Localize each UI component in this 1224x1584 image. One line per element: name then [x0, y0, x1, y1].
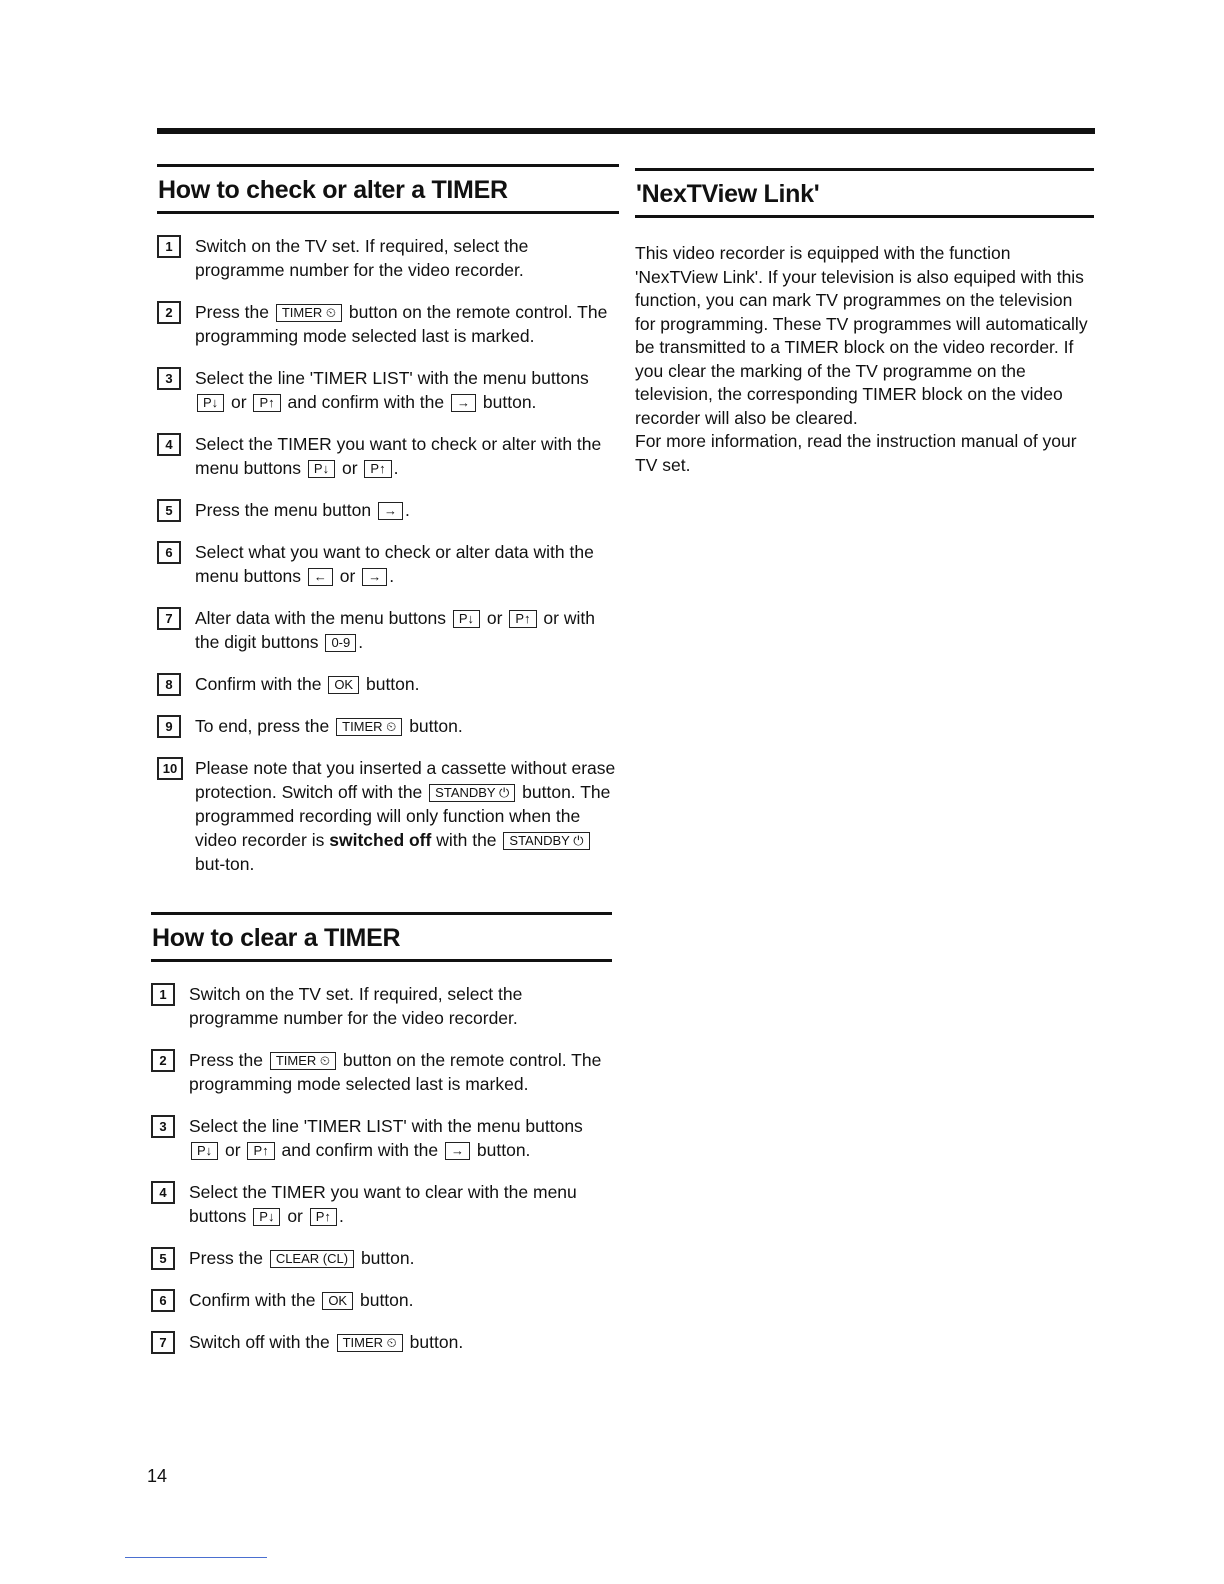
step-3: [151, 1114, 612, 1162]
step-number: 8: [157, 673, 181, 696]
step-5: [157, 498, 619, 522]
section-nextview-link: [635, 168, 1094, 495]
step-6: [157, 540, 619, 588]
arrow-left-button-label: ←: [308, 568, 333, 586]
step-4: [157, 432, 619, 480]
step-text: Please note that you inserted a cassette without erase protection. Switch off with the STANDBY ⏻ button. The programmed recording will only function when the video recorder is switched off with the STANDBY ⏻ but-ton.: [195, 758, 616, 874]
step-text: Switch on the TV set. If required, select the programme number for the video recorder.: [189, 984, 523, 1028]
step-8: [157, 672, 619, 696]
step-number: 4: [151, 1181, 175, 1204]
section-title: How to clear a TIMER: [151, 912, 612, 962]
step-text: Press the TIMER ⏲ button on the remote control. The programming mode selected last is marked.: [189, 1050, 602, 1094]
ok-button-label: OK: [328, 676, 359, 694]
nextview-more-info: For more information, read the instruction manual of your TV set.: [635, 431, 1077, 475]
step-1: [151, 982, 612, 1030]
arrow-right-button-label: →: [378, 502, 403, 520]
p-down-button-label: P↓: [253, 1208, 280, 1226]
step-3: [157, 366, 619, 414]
arrow-right-button-label: →: [362, 568, 387, 586]
step-9: [157, 714, 619, 738]
digit-button-label: 0-9: [325, 634, 356, 652]
step-number: 5: [151, 1247, 175, 1270]
clear-steps: [151, 982, 612, 1354]
step-text: Select the TIMER you want to check or alter with the menu buttons P↓ or P↑ .: [195, 434, 602, 478]
step-7: [157, 606, 619, 654]
p-up-button-label: P↑: [253, 394, 280, 412]
p-up-button-label: P↑: [509, 610, 536, 628]
arrow-right-button-label: →: [445, 1142, 470, 1160]
timer-button-label: TIMER ⏲: [337, 1334, 403, 1352]
step-text: Select the line 'TIMER LIST' with the menu buttons P↓ or P↑ and confirm with the → button.: [195, 368, 589, 412]
check-alter-steps: [157, 234, 619, 876]
step-text: Switch off with the TIMER ⏲ button.: [189, 1332, 464, 1352]
step-number: 7: [157, 607, 181, 630]
step-4: [151, 1180, 612, 1228]
step-number: 1: [151, 983, 175, 1006]
timer-button-label: TIMER ⏲: [270, 1052, 336, 1070]
step-1: [157, 234, 619, 282]
step-text: Press the CLEAR (CL) button.: [189, 1248, 415, 1268]
step-text: Select the TIMER you want to clear with the menu buttons P↓ or P↑ .: [189, 1182, 577, 1226]
p-up-button-label: P↑: [310, 1208, 337, 1226]
step-2: [151, 1048, 612, 1096]
page-number: 14: [147, 1466, 168, 1486]
step-number: 6: [151, 1289, 175, 1312]
step-number: 7: [151, 1331, 175, 1354]
step-text: Confirm with the OK button.: [189, 1290, 414, 1310]
step-text: Confirm with the OK button.: [195, 674, 420, 694]
clear-button-label: CLEAR (CL): [270, 1250, 354, 1268]
step-number: 6: [157, 541, 181, 564]
step-number: 5: [157, 499, 181, 522]
p-down-button-label: P↓: [308, 460, 335, 478]
step-text: To end, press the TIMER ⏲ button.: [195, 716, 463, 736]
arrow-right-button-label: →: [451, 394, 476, 412]
step-number: 4: [157, 433, 181, 456]
standby-button-label: STANDBY ⏻: [429, 784, 515, 802]
p-down-button-label: P↓: [197, 394, 224, 412]
step-text: Press the TIMER ⏲ button on the remote control. The programming mode selected last is marked.: [195, 302, 608, 346]
p-up-button-label: P↑: [247, 1142, 274, 1160]
section-clear-timer: [151, 912, 612, 1354]
step-5: [151, 1246, 612, 1270]
p-down-button-label: P↓: [191, 1142, 218, 1160]
step-text: Switch on the TV set. If required, select the programme number for the video recorder.: [195, 236, 529, 280]
section-title: 'NexTView Link': [635, 168, 1094, 218]
step-text: Press the menu button → .: [195, 500, 410, 520]
timer-button-label: TIMER ⏲: [276, 304, 342, 322]
step-7: [151, 1330, 612, 1354]
step-number: 3: [151, 1115, 175, 1138]
step-10: [157, 756, 619, 876]
p-up-button-label: P↑: [364, 460, 391, 478]
step-number: 2: [157, 301, 181, 324]
ok-button-label: OK: [322, 1292, 353, 1310]
step-number: 10: [157, 757, 183, 780]
section-check-alter-timer: [157, 164, 619, 876]
step-number: 3: [157, 367, 181, 390]
p-down-button-label: P↓: [453, 610, 480, 628]
step-number: 9: [157, 715, 181, 738]
standby-button-label: STANDBY ⏻: [503, 832, 589, 850]
step-text: Select the line 'TIMER LIST' with the menu buttons P↓ or P↑ and confirm with the → button.: [189, 1116, 583, 1160]
step-number: 1: [157, 235, 181, 258]
step-text: Select what you want to check or alter data with the menu buttons ← or → .: [195, 542, 594, 586]
step-number: 2: [151, 1049, 175, 1072]
section-title: How to check or alter a TIMER: [157, 164, 619, 214]
timer-button-label: TIMER ⏲: [336, 718, 402, 736]
step-6: [151, 1288, 612, 1312]
step-2: [157, 300, 619, 348]
footer-line: [125, 1557, 267, 1558]
nextview-description: This video recorder is equipped with the function 'NexTView Link'. If your television is also equiped with this function, you can mark TV programmes on the television for programming. These TV programmes will automatically be transmitted to a TIMER block on the video recorder. If you clear the marking of the TV programme on the television, the corresponding TIMER block on the video recorder will also be cleared.: [635, 243, 1088, 428]
step-text: Alter data with the menu buttons P↓ or P↑ or with the digit buttons 0-9 .: [195, 608, 595, 652]
top-rule: [157, 128, 1095, 134]
